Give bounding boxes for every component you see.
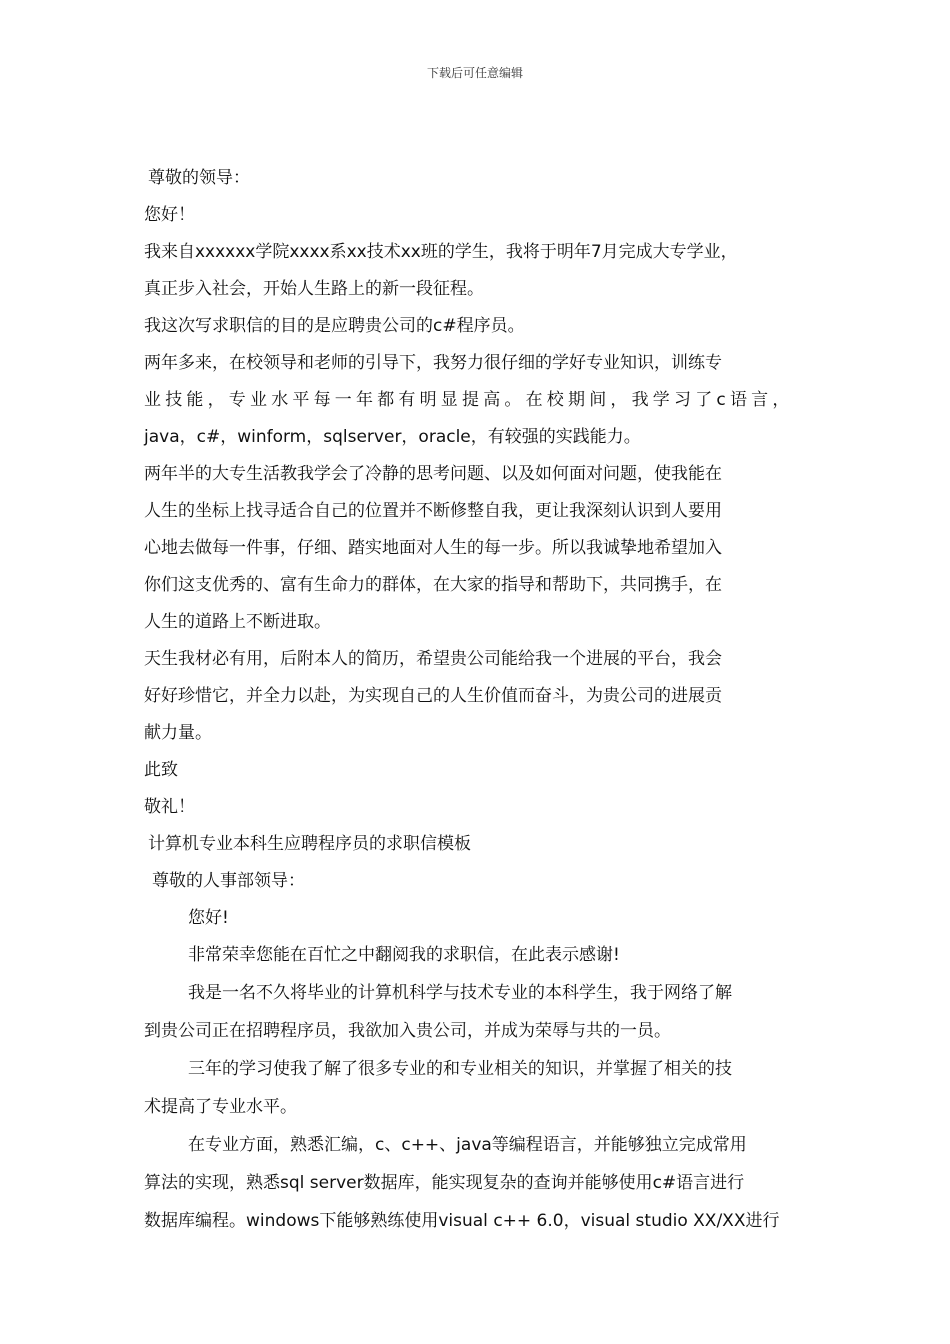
document-body (144, 160, 812, 1240)
letter2-para3-line2: 术提高了专业水平。 (144, 1097, 297, 1117)
letter1-para3-line2: 业技能，专业水平每一年都有明显提高。在校期间，我学习了c语言， (144, 390, 794, 410)
page-header: 下载后可任意编辑 (426, 66, 523, 80)
letter1-para4-line1: 两年半的大专生活教我学会了冷静的思考问题、以及如何面对问题，使我能在 (144, 464, 722, 484)
letter1-para1-line1: 我来自xxxxxx学院xxxx系xx技术xx班的学生，我将于明年7月完成大专学业， (144, 242, 738, 262)
letter1-para5-line2: 好好珍惜它，并全力以赴，为实现自己的人生价值而奋斗，为贵公司的进展贡 (144, 686, 722, 706)
letter1-salutation: 尊敬的领导： (148, 168, 250, 188)
letter1-para2: 我这次写求职信的目的是应聘贵公司的c#程序员。 (144, 316, 525, 336)
letter1-closing-1: 此致 (144, 760, 178, 780)
letter1-para5-line3: 献力量。 (144, 723, 212, 743)
letter1-para3-line1: 两年多来，在校领导和老师的引导下，我努力很仔细的学好专业知识，训练专 (144, 353, 722, 373)
letter1-para5-line1: 天生我材必有用，后附本人的简历，希望贵公司能给我一个进展的平台，我会 (144, 649, 722, 669)
letter1-para3-line3: java，c#，winform，sqlserver，oracle，有较强的实践能力。 (144, 427, 641, 447)
letter1-greeting: 您好！ (144, 205, 195, 225)
letter2-salutation: 尊敬的人事部领导： (152, 871, 305, 891)
letter1-para4-line3: 心地去做每一件事，仔细、踏实地面对人生的每一步。所以我诚挚地希望加入 (144, 538, 722, 558)
letter1-para4-line5: 人生的道路上不断进取。 (144, 612, 331, 632)
letter2-title: 计算机专业本科生应聘程序员的求职信模板 (148, 834, 471, 854)
letter2-para1: 非常荣幸您能在百忙之中翻阅我的求职信，在此表示感谢! (188, 945, 620, 965)
letter2-para3-line1: 三年的学习使我了解了很多专业的和专业相关的知识，并掌握了相关的技 (188, 1059, 732, 1079)
letter2-greeting: 您好! (188, 908, 229, 928)
letter2-para4-line2: 算法的实现，熟悉sql server数据库，能实现复杂的查询并能够使用c#语言进行 (144, 1173, 745, 1193)
letter1-para1-line2: 真正步入社会，开始人生路上的新一段征程。 (144, 279, 484, 299)
letter1-para4-line4: 你们这支优秀的、富有生命力的群体，在大家的指导和帮助下，共同携手，在 (144, 575, 722, 595)
letter1-para4-line2: 人生的坐标上找寻适合自己的位置并不断修整自我，更让我深刻认识到人要用 (144, 501, 722, 521)
letter2-para2-line2: 到贵公司正在招聘程序员，我欲加入贵公司，并成为荣辱与共的一员。 (144, 1021, 671, 1041)
letter2-para4-line3: 数据库编程。windows下能够熟练使用visual c++ 6.0，visual studio XX/XX进行 (144, 1211, 780, 1231)
letter2-para2-line1: 我是一名不久将毕业的计算机科学与技术专业的本科学生，我于网络了解 (188, 983, 732, 1003)
letter1-closing-2: 敬礼！ (144, 797, 195, 817)
letter2-para4-line1: 在专业方面，熟悉汇编，c、c++、java等编程语言，并能够独立完成常用 (188, 1135, 747, 1155)
